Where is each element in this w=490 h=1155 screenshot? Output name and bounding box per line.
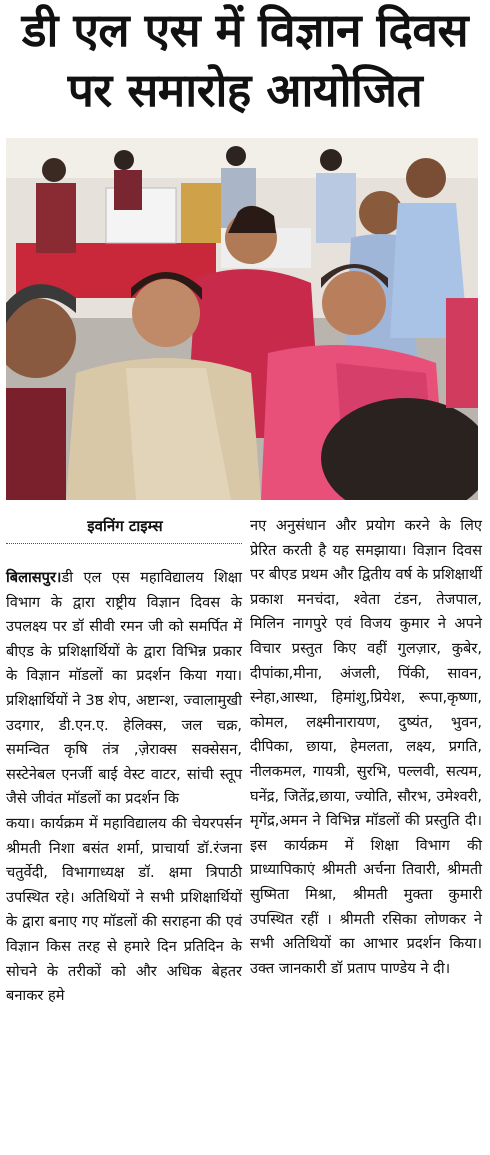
byline-divider [6,543,242,544]
news-photo [6,138,478,500]
headline-line-1: डी एल एस में विज्ञान दिवस [21,3,469,57]
byline: इवनिंग टाइम्स [87,517,163,535]
article-column-right [250,514,482,981]
headline-line-2: पर समारोह आयोजित [67,63,423,117]
headline [0,0,490,132]
paragraph-1 [6,566,242,812]
dateline: बिलासपुर। [6,569,62,586]
article-column-left [6,566,242,1009]
photo-illustration [6,138,478,500]
paragraph-2: कया। कार्यक्रम में महाविद्यालय की चेयरपर्सन श्रीमती निशा बसंत शर्मा, प्राचार्या डॉ.रंजना चतुर्वेदी, विभागाध्यक्ष डॉ. क्षमा त्रिपाठी उपस्थित रहे। अतिथियों ने सभी प्रशिक्षार्थियों के द्वारा बनाए गए मॉडलों की सराहना की एवं विज्ञान किस तरह से हमारे दिन प्रतिदिन के सोचने के तरीकों को और अधिक बेहतर बनाकर हमे [6,814,242,1005]
paragraph-3: नए अनुसंधान और प्रयोग करने के लिए प्रेरित करती है यह समझाया। विज्ञान दिवस पर बीएड प्रथम और द्वितीय वर्ष के प्रशिक्षार्थी प्रकाश मनचंदा, श्वेता टंडन, तेजपाल, मिलिन नागपुरे एवं विजय कुमार ने अपने विचार प्रस्तुत किए वहीं गुलज़ार, कुबेर, दीपांका,मीना, अंजली, पिंकी, सावन, स्नेहा,आस्था, हिमांशु,प्रियेश, रूपा,कृष्णा, कोमल, लक्ष्मीनारायण, दुष्यंत, भुवन, दीपिका, छाया, हेमलता, लक्ष्य, प्रगति, नीलकमल, गायत्री, सुरभि, पल्लवी, सत्यम, घनेंद्र, जितेंद्र,छाया, ज्योति, सौरभ, उमेश्वरी, मृगेंद्र,अमन ने विभिन्न मॉडलों की प्रस्तुति दी। इस कार्यक्रम में शिक्षा विभाग की प्राध्यापिकाएं श्रीमती अर्चना तिवारी, श्रीमती सुष्मिता मिश्रा, श्रीमती मुक्ता कुमारी उपस्थित रहीं । श्रीमती रसिका लोणकर ने सभी अतिथियों का आभार प्रदर्शन किया। उक्त जानकारी डॉ प्रताप पाण्डेय ने दी। [250,517,482,977]
paragraph-1-text: डी एल एस महाविद्यालय शिक्षा विभाग के द्वारा राष्ट्रीय विज्ञान दिवस के उपलक्ष्य पर डॉ सीवी रमन जी को समर्पित में बीएड के प्रशिक्षार्थियों के द्वारा विभिन्न प्रकार के विज्ञान मॉडलों का प्रदर्शन किया गया। प्रशिक्षार्थियों ने 3ष्ठ शेप, अष्टान्श, ज्वालामुखी उदगार, डी.एन.ए. हेलिक्स, जल चक्र, समन्वित कृषि तंत्र ,ज़ेराक्स सक्सेसन, सस्टेनेबल एनर्जी बाई वेस्ट वाटर, सांची स्तूप जैसे जीवंत मॉडलों का प्रदर्शन कि [6,569,242,808]
